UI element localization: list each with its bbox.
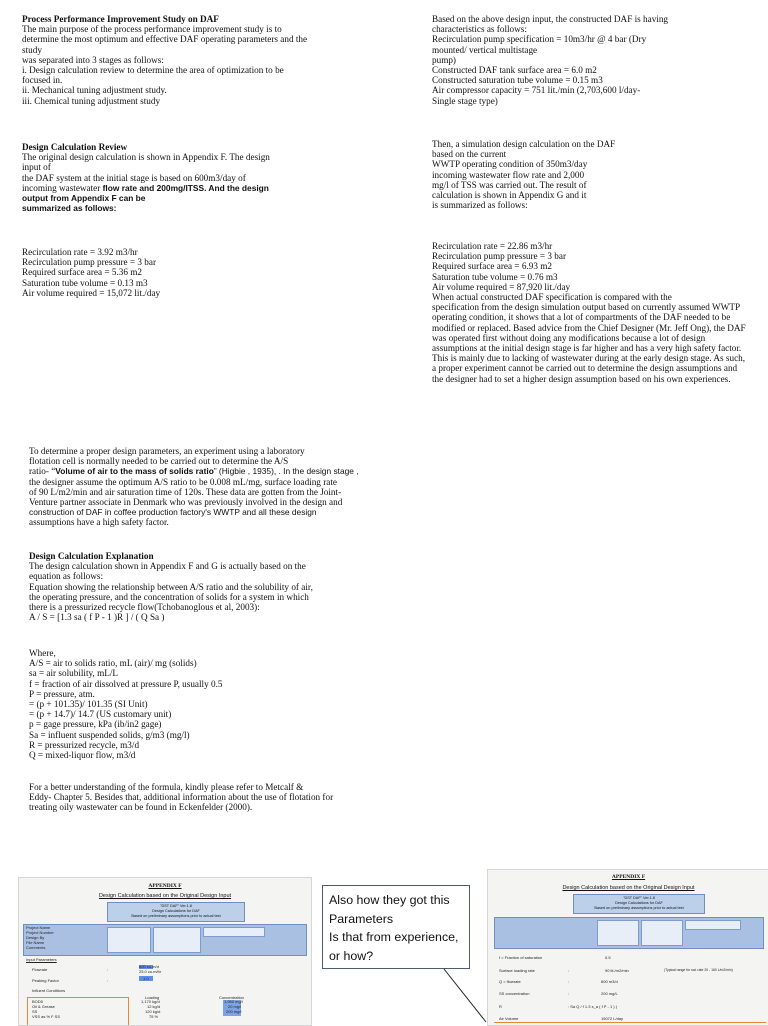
form-cell: [107, 927, 151, 953]
explanation-line: there is a pressurized recycle flow(Tchobanoglous et al, 2003):: [29, 602, 260, 613]
result-line: Air volume required = 15,072 lit./day: [22, 287, 161, 298]
paragraph-line: [29, 466, 369, 476]
where-section: [29, 648, 369, 760]
concentration-header: Concentration: [219, 995, 244, 1000]
form-cell: [153, 927, 201, 953]
intro-line: ii. Mechanical tuning adjustment study.: [22, 85, 167, 96]
form-cell: [641, 920, 683, 946]
sim-result-line: the designer had to set a higher design assumption based on his own experiences.: [432, 373, 731, 384]
where-line: Q = mixed-liquor flow, m3/d: [29, 750, 136, 761]
sim-result-line: specification from the design simulation output based on currently assumed WWTP: [432, 302, 741, 313]
review-section: [22, 142, 372, 213]
review-line: input of: [22, 162, 51, 173]
scan-form-header: [573, 894, 705, 914]
form-sub: Design Calculations for DAF: [152, 909, 200, 913]
paragraph-fragment: ratio- “: [29, 466, 56, 477]
constructed-line: pump): [432, 54, 456, 65]
intro-line: study: [22, 44, 42, 55]
sim-result-line: modified or replaced. Based advice from the Chief Designer (Mr. Jeff Ong), the DAF: [432, 322, 746, 333]
sim-result-line: Recirculation rate = 22.86 m3/hr: [432, 241, 553, 251]
paragraph-line: of 90 L/m2/min and air saturation time of 120s. These data are gotten from the Joint-: [29, 486, 342, 497]
callout-line: Also how they got this: [329, 893, 450, 907]
constructed-line: Recirculation pump specification = 10m3/hr @ 4 bar (Dry: [432, 34, 647, 45]
constructed-daf-section: [432, 14, 762, 106]
influent-row-load: 12 kg/d: [147, 1004, 161, 1009]
sim-result-line: This is mainly due to lacking of wastewater during at the early design stage. As such,: [432, 353, 746, 364]
sim-result-line: Recirculation pump pressure = 3 bar: [432, 251, 567, 262]
influent-row-load: 120 kg/d: [145, 1009, 161, 1014]
loading-header: Loading: [145, 995, 160, 1000]
influent-row-key: SS: [32, 1009, 38, 1014]
where-line: p = gage pressure, kPa (ib/in2 gage): [29, 719, 162, 730]
form-field: Comments: [26, 945, 46, 950]
param-key: Q = flowrate: [499, 979, 521, 984]
orange-markup-line: [494, 1022, 766, 1023]
param-key: f = Fraction of saturation: [499, 955, 543, 960]
explanation-line: The design calculation shown in Appendix F and G is actually based on the: [29, 561, 306, 572]
formula: A / S = [1.3 sa ( f P - 1 )R ] / ( Q Sa ): [29, 612, 165, 623]
review-line: summarized as follows:: [22, 203, 117, 214]
review-line: the DAF system at the initial stage is based on 600m3/day of: [22, 172, 246, 183]
review-line: The original design calculation is shown in Appendix F. The design: [22, 152, 270, 163]
constructed-line: Air compressor capacity = 751 lit./min (2,703,600 l/day-: [432, 85, 641, 96]
paragraph-line: flotation cell is normally needed to be carried out to determine the A/S: [29, 456, 289, 467]
sim-result-line: was operated first without doing any modifications because a lot of design: [432, 332, 706, 343]
influent-row-key: VSS as % F SS: [32, 1014, 61, 1019]
form-sub: Design Calculations for DAF: [615, 901, 663, 905]
scan-appendix-title: APPENDIX F: [148, 883, 182, 889]
colon: :: [107, 967, 109, 972]
scan-form-header: [107, 902, 245, 922]
simulation-line: Then, a simulation design calculation on the DAF: [432, 139, 616, 149]
influent-row-key: BOD5: [32, 999, 43, 1004]
review-line-serif: incoming wastewater: [22, 182, 103, 193]
peaking-value: 1.0: [143, 976, 149, 981]
review-line-sans: flow rate and 200mg/lTSS. And the design: [102, 182, 269, 193]
influent-row-load: 75 %: [149, 1014, 159, 1019]
result-line: Saturation tube volume = 0.13 m3: [22, 277, 148, 288]
param-value: 0.5: [605, 955, 611, 960]
reference-line: For a better understanding of the formula, kindly please refer to Metcalf &: [29, 782, 304, 792]
paragraph-line: To determine a proper design parameters, an experiment using a laboratory: [29, 446, 305, 456]
appendix-f-scan-left: [18, 877, 312, 1026]
intro-line: iii. Chemical tuning adjustment study: [22, 95, 161, 106]
appendix-f-scan-right: [487, 869, 768, 1026]
where-line: Where,: [29, 648, 56, 658]
reference-line: treating oily wastewater can be found in Eckenfelder (2000).: [29, 802, 253, 813]
constructed-line: Based on the above design input, the constructed DAF is having: [432, 14, 669, 24]
peaking-label: Peaking Factor: [32, 978, 59, 983]
review-results: [22, 247, 372, 298]
form-caption: "DST DAF" Ver.1.8: [160, 904, 192, 908]
influent-row-conc: 1,950 mg/l: [224, 999, 243, 1004]
form-field: Project Name: [26, 925, 51, 930]
param-value: 90 lit./m2/min: [605, 968, 629, 973]
explanation-heading: Design Calculation Explanation: [29, 551, 154, 561]
param-value: 200 mg/L: [601, 991, 618, 996]
callout-line: Parameters: [329, 911, 394, 926]
result-line: Recirculation pump pressure = 3 bar: [22, 257, 157, 268]
input-params-label: Input Parameters: [26, 957, 57, 962]
constructed-line: Constructed DAF tank surface area = 6.0 m2: [432, 65, 597, 76]
sim-result-line: assumptions at the initial design stage is far higher and has a very high safety factor.: [432, 343, 742, 354]
intro-line: focused in.: [22, 75, 63, 86]
paragraph-line: construction of DAF in coffee production factory's WWTP and all these design: [29, 507, 317, 518]
colon: :: [568, 991, 570, 996]
orange-markup-box: [27, 997, 129, 1026]
colon: :: [568, 968, 570, 973]
explanation-line: the operating pressure, and the concentration of solids for a system in which: [29, 591, 309, 602]
constructed-line: Single stage type): [432, 95, 498, 106]
form-field: Design By: [26, 935, 45, 940]
paragraph-line: Venture partner associate in Denmark who was previously involved in the design and: [29, 497, 343, 508]
where-line: P = pressure, atm.: [29, 688, 95, 699]
sim-result-line: When actual constructed DAF specification is compared with the: [432, 292, 672, 303]
influent-row-conc: 20 mg/l: [228, 1004, 242, 1009]
scan-subtitle: Design Calculation based on the Original Design Input: [98, 893, 232, 899]
form-field: Project Number: [26, 930, 54, 935]
callout-line: or how?: [329, 948, 374, 963]
param-key: R: [499, 1004, 502, 1009]
influent-row-key: Oil & Grease: [32, 1004, 55, 1009]
form-cell: [203, 927, 265, 937]
form-field: File Name: [26, 940, 45, 945]
simulation-results: [432, 241, 767, 384]
constructed-line: mounted/ vertical multistage: [432, 44, 538, 55]
intro-line: i. Design calculation review to determine the area of optimization to be: [22, 65, 284, 76]
param-value: 15072 L/day: [601, 1016, 624, 1021]
paragraph-line: the designer assume the optimum A/S ratio to be 0.008 mL/mg, surface loading rate: [29, 476, 337, 487]
scan-subtitle: Design Calculation based on the Original Design Input: [562, 885, 695, 891]
sim-result-line: Air volume required = 87,920 lit./day: [432, 281, 571, 292]
paragraph-fragment-bold: Volume of air to the mass of solids ratio: [55, 466, 214, 477]
intro-line: The main purpose of the process performance improvement study is to: [22, 24, 282, 35]
form-sub2: Based on preliminary assumptions prior to actual test: [594, 906, 684, 910]
result-line: Recirculation rate = 3.92 m3/hr: [22, 247, 138, 257]
influent-label: Influent Conditions: [32, 988, 66, 993]
experiment-paragraph: [29, 446, 369, 528]
flowrate-value-2: 25.0 cu.m/hr: [139, 969, 162, 974]
simulation-line: calculation is shown in Appendix G and it: [432, 190, 587, 201]
param-key: Air Volume: [499, 1016, 519, 1021]
colon: :: [568, 979, 570, 984]
form-caption: "DST DAF" Ver.1.8: [623, 896, 655, 900]
reference-paragraph: [29, 782, 374, 813]
simulation-line: is summarized as follows:: [432, 200, 528, 211]
explanation-line: equation as follows:: [29, 571, 103, 582]
sim-result-line: operating condition, it shows that a lot of compartments of the DAF needed to be: [432, 312, 731, 323]
where-line: = (p + 14.7)/ 14.7 (US customary unit): [29, 709, 172, 720]
intro-line: determine the most optimum and effective DAF operating parameters and the: [22, 34, 308, 45]
flowrate-label: Flowrate: [32, 967, 48, 972]
form-cell: [597, 920, 639, 946]
influent-row-conc: 200 mg/l: [226, 1009, 242, 1014]
scan-appendix-title: APPENDIX F: [611, 874, 646, 880]
sim-result-line: a proper experiment cannot be carried out to determine the design assumptions and: [432, 363, 738, 374]
param-note: (Typical range for sat. rate 20 - 160 L/m2/min): [664, 968, 733, 972]
colon: :: [107, 978, 109, 983]
flowrate-value: 600 cu.m/d: [139, 964, 159, 969]
explanation-line: Equation showing the relationship between A/S ratio and the solubility of air,: [29, 581, 313, 592]
where-line: = (p + 101.35)/ 101.35 (SI Unit): [29, 699, 148, 710]
simulation-line: WWTP operating condition of 350m3/day: [432, 159, 588, 170]
reference-line: Eddy- Chapter 5. Besides that, additional information about the use of flotation for: [29, 792, 334, 803]
param-key: Surface loading rate: [499, 968, 535, 973]
form-sub2: Based on preliminary assumptions prior to actual test: [131, 914, 221, 918]
sim-result-line: Required surface area = 6.93 m2: [432, 261, 552, 272]
callout-pointer: [430, 968, 490, 1024]
result-line: Required surface area = 5.36 m2: [22, 267, 142, 278]
where-line: A/S = air to solids ratio, mL (air)/ mg (solids): [29, 658, 197, 669]
simulation-section: [432, 139, 762, 210]
param-value: 600 m3/d: [601, 979, 618, 984]
constructed-line: Constructed saturation tube volume = 0.15 m3: [432, 75, 603, 86]
simulation-line: incoming wastewater flow rate and 2,000: [432, 169, 585, 180]
callout-line: Is that from experience,: [329, 930, 459, 944]
where-line: f = fraction of air dissolved at pressure P, usually 0.5: [29, 678, 223, 689]
review-heading: Design Calculation Review: [22, 142, 128, 152]
explanation-section: [29, 551, 369, 622]
question-callout: [322, 885, 470, 969]
intro-line: was separated into 3 stages as follows:: [22, 54, 164, 65]
paragraph-line: assumptions have a high safety factor.: [29, 517, 169, 528]
where-line: sa = air solubility, mL/L: [29, 668, 119, 679]
where-line: Sa = influent suspended solids, g/m3 (mg/l): [29, 729, 190, 740]
simulation-line: mg/l of TSS was carried out. The result of: [432, 179, 587, 190]
sim-result-line: Saturation tube volume = 0.76 m3: [432, 271, 558, 282]
param-value: : Sa Q / f 1.3 s_a ( f P - 1 ) ): [568, 1004, 618, 1009]
intro-section: [22, 14, 372, 106]
influent-row-load: 1,170 kg/d: [141, 999, 160, 1004]
review-line: [22, 183, 372, 193]
constructed-line: characteristics as follows:: [432, 24, 527, 35]
where-line: R = pressurized recycle, m3/d: [29, 739, 140, 750]
form-cell: [685, 920, 741, 930]
param-key: SS concentration: [499, 991, 530, 996]
paragraph-fragment-sans: ” (Higbie , 1935), . In the design stage ,: [213, 466, 359, 477]
simulation-line: based on the current: [432, 149, 507, 160]
intro-heading: Process Performance Improvement Study on DAF: [22, 14, 219, 24]
review-line: output from Appendix F can be: [22, 193, 146, 204]
